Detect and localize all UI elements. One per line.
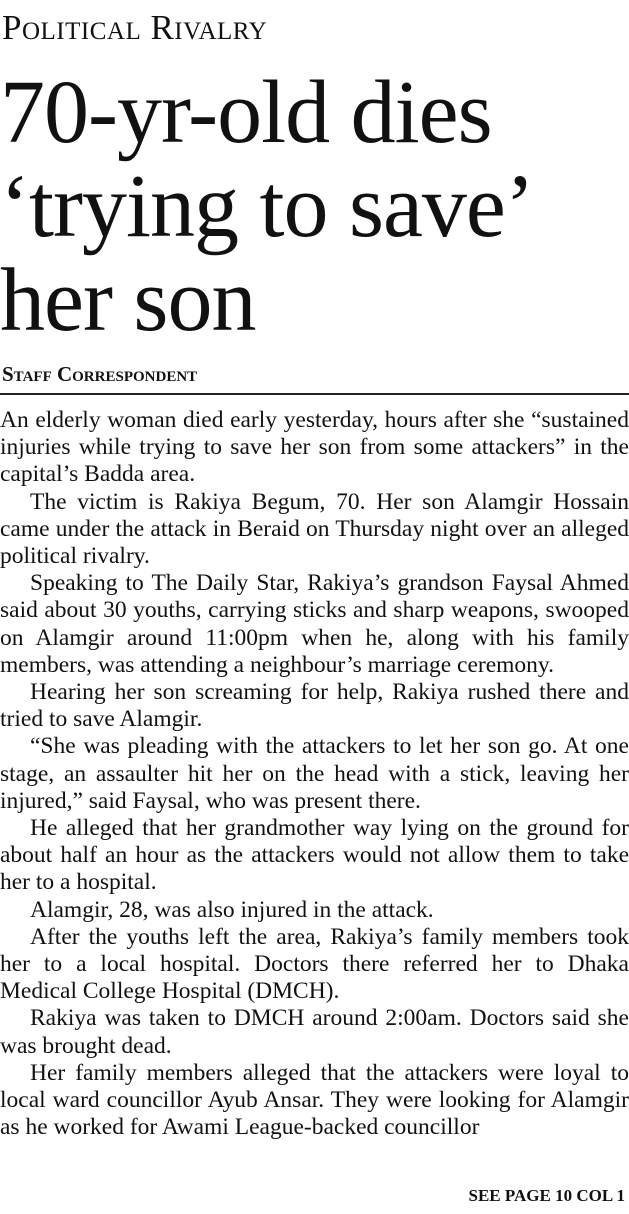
body-paragraph: Rakiya was taken to DMCH around 2:00am. Doctors said she was brought dead. <box>0 1005 629 1059</box>
body-paragraph: Her family members alleged that the attackers were loyal to local ward councillor Ayub Ansar. They were looking for Alamgir as he worked for Awami League-backed councillor <box>0 1059 629 1141</box>
body-paragraph: After the youths left the area, Rakiya’s family members took her to a local hospital. Doctors there referred her to Dhaka Medical College Hospital (DMCH). <box>0 923 629 1005</box>
continued-jump-line: SEE PAGE 10 COL 1 <box>468 1186 625 1205</box>
headline-line-1: 70-yr-old dies <box>0 63 492 162</box>
body-paragraph: The victim is Rakiya Begum, 70. Her son Alamgir Hossain came under the attack in Beraid on Thursday night over an alleged political rivalry. <box>0 488 629 570</box>
section-kicker: Political Rivalry <box>2 8 268 47</box>
body-paragraph: Speaking to The Daily Star, Rakiya’s grandson Faysal Ahmed said about 30 youths, carrying sticks and sharp weapons, swooped on Alamgir around 11:00pm when he, along with his family members, was attending a neighbour’s marriage ceremony. <box>0 570 629 678</box>
body-paragraph: Alamgir, 28, was also injured in the attack. <box>30 896 434 923</box>
headline-line-3: her son <box>0 251 256 350</box>
body-paragraph: An elderly woman died early yesterday, hours after she “sustained injuries while trying to save her son from some attackers” in the capital’s Badda area. <box>0 407 629 488</box>
byline-divider <box>0 393 629 395</box>
body-paragraph: He alleged that her grandmother way lying on the ground for about half an hour as the attackers would not allow them to take her to a hospital. <box>0 815 629 896</box>
headline-line-2: ‘trying to save’ <box>0 157 534 256</box>
byline: Staff Correspondent <box>2 362 198 386</box>
article-body <box>0 407 629 1141</box>
body-paragraph: “She was pleading with the attackers to let her son go. At one stage, an assaulter hit her on the head with a stick, leaving her injured,” said Faysal, who was present there. <box>0 733 629 814</box>
headline <box>0 63 629 350</box>
body-paragraph: Hearing her son screaming for help, Rakiya rushed there and tried to save Alamgir. <box>0 679 629 733</box>
